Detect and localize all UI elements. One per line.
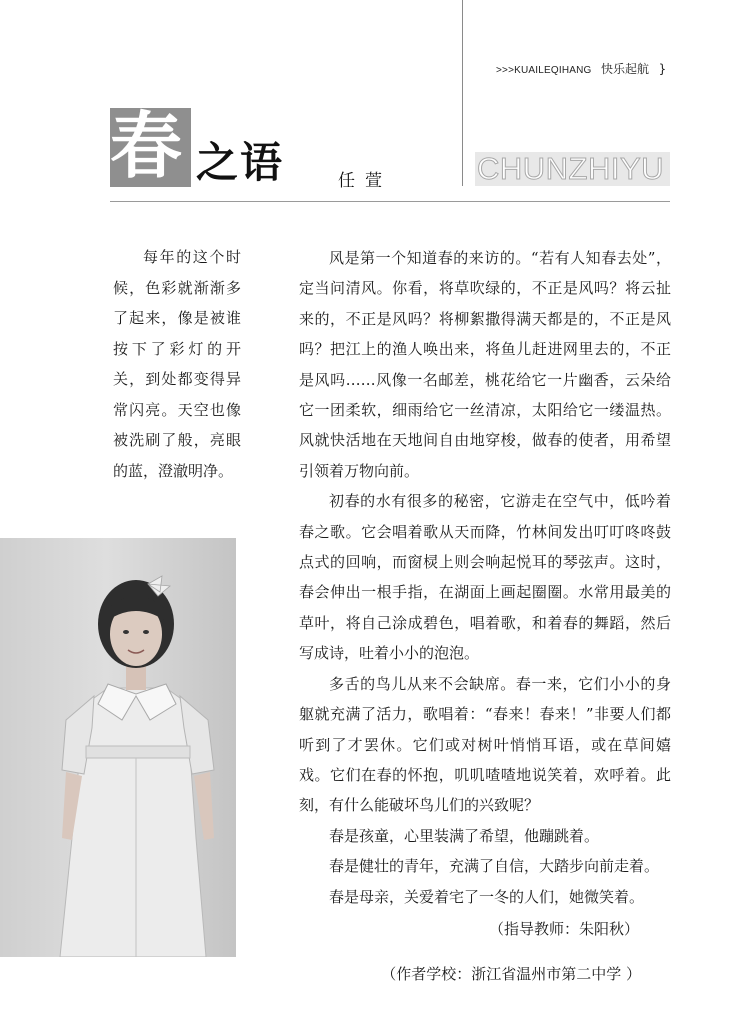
author-photo-illustration — [0, 538, 236, 957]
column-bracket: } — [658, 62, 667, 76]
paragraph-wind: 风是第一个知道春的来访的。“若有人知春去处”，定当问清风。你看，将草吹绿的，不正是风吗？将云扯来的，不正是风吗？将柳絮撒得满天都是的，不正是风吗？把江上的渔人唤出来，将鱼儿赶进网里去的，不正是风吗……风像一名邮差，桃花给它一片幽香，云朵给它一团柔软，细雨给它一丝清凉，太阳给它一缕温热。风就快活地在天地间自由地穿梭，做春的使者，用希望引领着万物向前。 — [299, 249, 671, 480]
header-divider-line — [462, 0, 463, 186]
column-name-cn: 快乐起航 — [601, 62, 650, 76]
column-header — [496, 60, 666, 77]
sidebar-intro — [113, 242, 241, 486]
paragraph-birds: 多舌的鸟儿从来不会缺席。春一来，它们小小的身躯就充满了活力，歌唱着：“春来！春来！”非要人们都听到了才罢休。它们或对树叶悄悄耳语，或在草间嬉戏。它们在春的怀抱，叽叽喳喳地说笑着，欢呼着。此刻，有什么能破坏鸟儿们的兴致呢？ — [299, 674, 671, 815]
article-body — [299, 243, 671, 1005]
title-pinyin: CHUNZHIYU — [477, 151, 665, 186]
school-credit: （作者学校：浙江省温州市第二中学 ） — [381, 965, 641, 984]
author-photo — [0, 538, 236, 957]
teacher-credit: （指导教师：朱阳秋） — [488, 919, 639, 938]
paragraph-youth: 春是健壮的青年，充满了自信，大踏步向前走着。 — [329, 857, 660, 876]
sidebar-paragraph: 每年的这个时候，色彩就渐渐多了起来，像是被谁按下了彩灯的开关，到处都变得异常闪亮。天空也像被洗刷了般，亮眼的蓝，澄澈明净。 — [113, 248, 241, 480]
paragraph-child: 春是孩童，心里装满了希望，他蹦跳着。 — [329, 826, 600, 845]
title-rule — [110, 201, 670, 202]
author-name: 任萱 — [338, 171, 392, 191]
paragraph-water: 初春的水有很多的秘密，它游走在空气中，低吟着春之歌。它会唱着歌从天而降，竹林间发出叮叮咚咚鼓点式的回响，而窗棂上则会响起悦耳的琴弦声。这时，春会伸出一根手指，在湖面上画起圈圈。水常用最美的草叶，将自己涂成碧色，唱着歌，和着春的舞蹈，然后写成诗，吐着小小的泡泡。 — [299, 492, 671, 663]
title-rest: 之语 — [196, 138, 285, 187]
column-name-en: >>>KUAILEQIHANG — [496, 65, 592, 76]
title-big-char: 春 — [110, 103, 183, 188]
paragraph-mother: 春是母亲，关爱着宅了一冬的人们，她微笑着。 — [329, 887, 645, 906]
